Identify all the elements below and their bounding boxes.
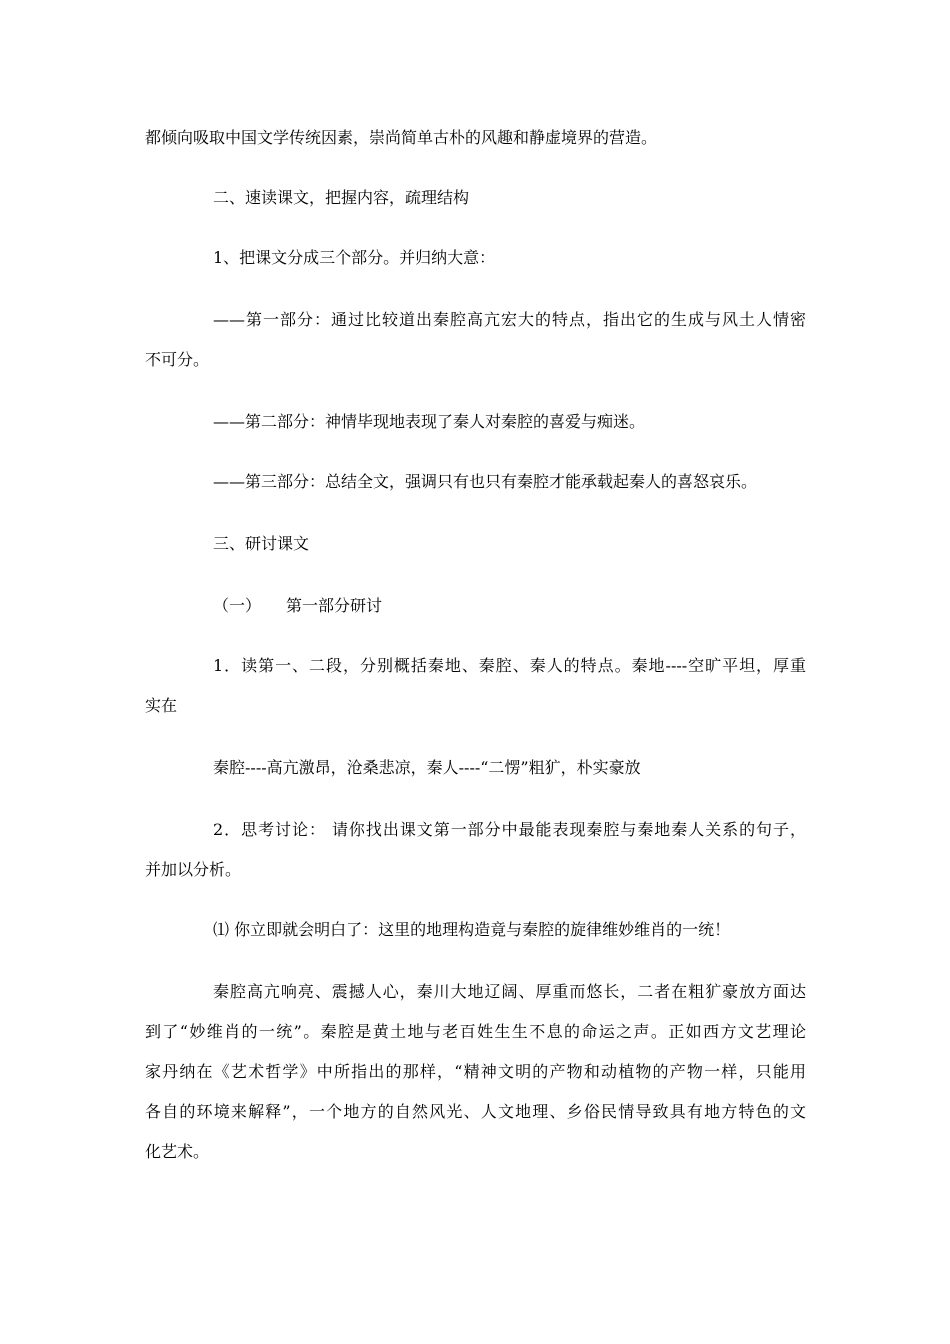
- paragraph-line: 秦腔高亢响亮、震撼人心，秦川大地辽阔、厚重而悠长，二者在粗犷豪放方面达: [213, 982, 806, 1001]
- section-heading: 二、速读课文，把握内容，疏理结构: [213, 188, 470, 207]
- section-heading: 三、研讨课文: [213, 534, 310, 553]
- subsection-number: （一）: [213, 596, 262, 615]
- paragraph-line: 都倾向吸取中国文学传统因素，崇尚简单古朴的风趣和静虚境界的营造。: [145, 128, 658, 147]
- paragraph-line: 到了“妙维肖的一统”。秦腔是黄土地与老百姓生生不息的命运之声。正如西方文艺理论: [145, 1022, 806, 1041]
- paragraph-line: ⑴ 你立即就会明白了：这里的地理构造竟与秦腔的旋律维妙维肖的一统！: [213, 920, 731, 939]
- paragraph-line: 并加以分析。: [145, 860, 242, 879]
- paragraph-line: 实在: [145, 696, 178, 715]
- paragraph-line: ——第一部分：通过比较道出秦腔高亢宏大的特点，指出它的生成与风土人情密: [213, 310, 806, 329]
- paragraph-line: 1．读第一、二段，分别概括秦地、秦腔、秦人的特点。秦地----空旷平坦，厚重: [213, 656, 806, 675]
- paragraph-line: 秦腔----高亢激昂，沧桑悲凉，秦人----“二愣”粗犷，朴实豪放: [213, 758, 641, 777]
- paragraph-line: 家丹纳在《艺术哲学》中所指出的那样，“精神文明的产物和动植物的产物一样，只能用: [145, 1062, 806, 1081]
- paragraph-line: 化艺术。: [145, 1142, 210, 1161]
- paragraph-line: ——第二部分：神情毕现地表现了秦人对秦腔的喜爱与痴迷。: [213, 412, 646, 431]
- paragraph-line: ——第三部分：总结全文，强调只有也只有秦腔才能承载起秦人的喜怒哀乐。: [213, 472, 758, 491]
- paragraph-line: 各自的环境来解释”，一个地方的自然风光、人文地理、乡俗民情导致具有地方特色的文: [145, 1102, 806, 1121]
- paragraph-line: 不可分。: [145, 350, 210, 369]
- subsection-title: 第一部分研讨: [286, 596, 383, 615]
- paragraph-line: 2．思考讨论： 请你找出课文第一部分中最能表现秦腔与秦地秦人关系的句子，: [213, 820, 806, 839]
- paragraph-line: 1、把课文分成三个部分。并归纳大意：: [213, 248, 496, 267]
